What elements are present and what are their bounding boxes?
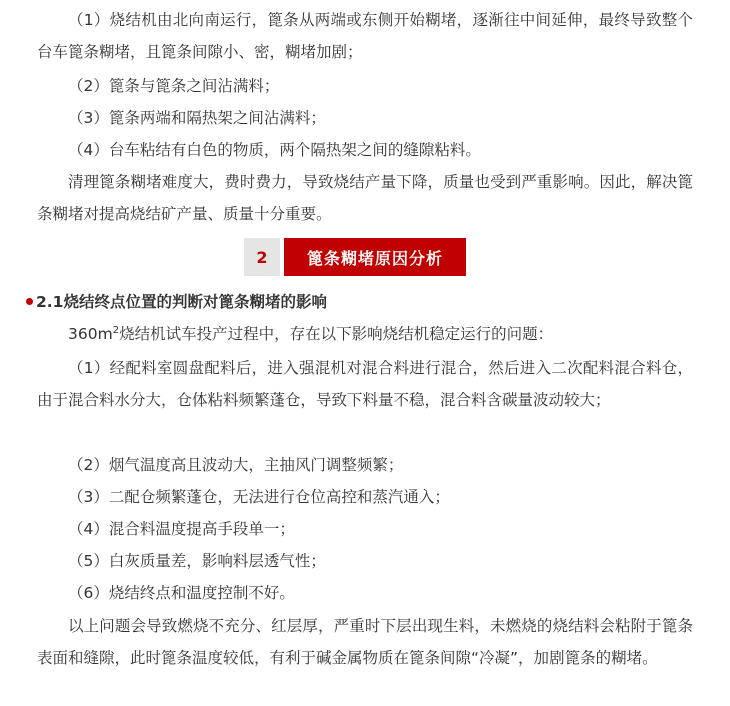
intro-item-2: （2）篦条与篦条之间沾满料； [68,77,280,95]
section-number: 2 [244,238,280,276]
problem-item-4: （4）混合料温度提高手段单一； [68,520,295,538]
intro-item-4: （4）台车粘结有白色的物质，两个隔热架之间的缝隙粘料。 [68,141,481,159]
cleanup-paragraph: 清理篦条糊堵难度大，费时费力，导致烧结产量下降，质量也受到严重影响。因此，解决篦条糊堵对提高烧结矿产量、质量十分重要。 [37,173,693,223]
subsection-heading [26,288,327,316]
problem-item-1: （1）经配料室圆盘配料后，进入强混机对混合料进行混合，然后进入二次配料混合料仓，由于混合料水分大，仓体粘料频繁蓬仓，导致下料量不稳，混合料含碳量波动较大； [37,359,693,409]
problem-item-5: （5）白灰质量差，影响料层透气性； [68,552,326,570]
subsection-title: 2.1烧结终点位置的判断对篦条糊堵的影响 [36,293,327,311]
problem-item-6: （6）烧结终点和温度控制不好。 [68,584,295,602]
problem-item-2: （2）烟气温度高且波动大，主抽风门调整频繁； [68,456,404,474]
trial-superscript: 2 [112,324,120,336]
section-title: 篦条糊堵原因分析 [284,238,466,276]
trial-prefix: 360m [68,325,113,343]
trial-paragraph [37,318,693,350]
trial-suffix: 烧结机试车投产过程中，存在以下影响烧结机稳定运行的问题： [119,325,554,343]
problem-item-3: （3）二配仓频繁蓬仓，无法进行仓位高控和蒸汽通入； [68,488,450,506]
intro-item-3: （3）篦条两端和隔热架之间沾满料； [68,109,326,127]
section-header [244,238,466,276]
intro-item-1: （1）烧结机由北向南运行，篦条从两端或东侧开始糊堵，逐渐往中间延伸，最终导致整个台车篦条糊堵，且篦条间隙小、密，糊堵加剧； [37,11,693,61]
bullet-dot-icon [26,298,33,305]
conclusion-paragraph: 以上问题会导致燃烧不充分、红层厚，严重时下层出现生料，未燃烧的烧结料会粘附于篦条表面和缝隙，此时篦条温度较低，有利于碱金属物质在篦条间隙“冷凝”，加剧篦条的糊堵。 [37,617,693,667]
